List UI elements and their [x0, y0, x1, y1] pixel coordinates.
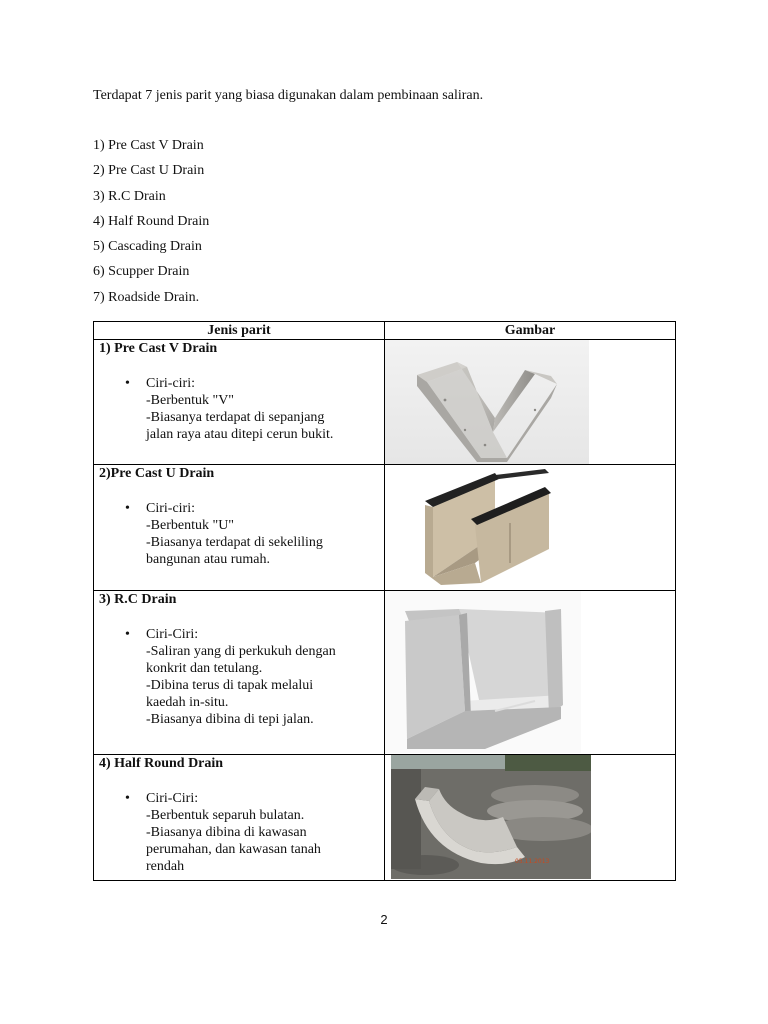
feature-line: bangunan atau rumah.: [146, 552, 271, 567]
drain-name: 1) Pre Cast V Drain: [99, 341, 218, 356]
drain-name: 3) R.C Drain: [99, 592, 177, 607]
rc-drain-photo: [385, 591, 581, 753]
drain-description: [94, 465, 385, 591]
feature-list: [99, 626, 384, 728]
bullet: •: [125, 501, 130, 516]
header-gambar: Gambar: [385, 322, 676, 340]
feature-line: -Berbentuk separuh bulatan.: [146, 808, 305, 823]
drain-description: [94, 340, 385, 465]
image-cell: [385, 755, 676, 881]
table-row: [94, 591, 676, 755]
feature-line: -Biasanya dibina di tepi jalan.: [146, 712, 314, 727]
drain-name: 2)Pre Cast U Drain: [99, 466, 215, 481]
intro-text: Terdapat 7 jenis parit yang biasa digunakan dalam pembinaan saliran.: [93, 88, 484, 103]
list-item: 6) Scupper Drain: [93, 264, 190, 280]
v-drain-photo: [385, 340, 595, 464]
feature-line: jalan raya atau ditepi cerun bukit.: [146, 427, 334, 442]
feature-line: -Biasanya dibina di kawasan: [146, 825, 307, 840]
page-number: 2: [380, 912, 388, 927]
feature-list: [99, 790, 384, 875]
list-item: 1) Pre Cast V Drain: [93, 138, 204, 153]
feature-list: [99, 500, 384, 568]
drain-description: [94, 591, 385, 755]
feature-line: kaedah in-situ.: [146, 695, 229, 710]
feature-line: Ciri-Ciri:: [146, 791, 199, 806]
feature-line: -Biasanya terdapat di sepanjang: [146, 410, 325, 425]
feature-line: Ciri-ciri:: [146, 376, 195, 391]
list-item: 2) Pre Cast U Drain: [93, 163, 205, 179]
table-row: [94, 755, 676, 881]
feature-line: konkrit dan tetulang.: [146, 661, 263, 676]
table-row: [94, 340, 676, 465]
feature-line: Ciri-Ciri:: [146, 627, 199, 642]
bullet: •: [125, 627, 130, 642]
bullet: •: [125, 791, 130, 806]
feature-line: -Saliran yang di perkukuh dengan: [146, 644, 336, 659]
table-row: [94, 465, 676, 591]
feature-line: Ciri-ciri:: [146, 501, 195, 516]
list-item: 7) Roadside Drain.: [93, 289, 200, 305]
list-item: 3) R.C Drain: [93, 188, 166, 204]
feature-list: [99, 375, 384, 443]
drain-table: [93, 321, 676, 881]
feature-line: -Dibina terus di tapak melalui: [146, 678, 314, 693]
header-jenis-parit: Jenis parit: [94, 322, 385, 340]
u-drain-photo: [385, 465, 605, 589]
half-round-drain-photo: [385, 755, 591, 879]
drain-type-list: [93, 137, 209, 314]
drain-name: 4) Half Round Drain: [99, 756, 224, 771]
drain-description: [94, 755, 385, 881]
feature-line: -Berbentuk "V": [146, 393, 235, 408]
bullet: •: [125, 376, 130, 391]
feature-line: perumahan, dan kawasan tanah: [146, 842, 321, 857]
feature-line: -Biasanya terdapat di sekeliling: [146, 535, 323, 550]
image-cell: [385, 340, 676, 465]
table-header-row: [94, 322, 676, 340]
image-cell: [385, 465, 676, 591]
feature-line: rendah: [146, 859, 185, 874]
svg-text:05.11.2013: 05.11.2013: [515, 858, 550, 865]
list-item: 5) Cascading Drain: [93, 239, 202, 255]
list-item: 4) Half Round Drain: [93, 213, 210, 229]
feature-line: -Berbentuk "U": [146, 518, 235, 533]
image-cell: [385, 591, 676, 755]
